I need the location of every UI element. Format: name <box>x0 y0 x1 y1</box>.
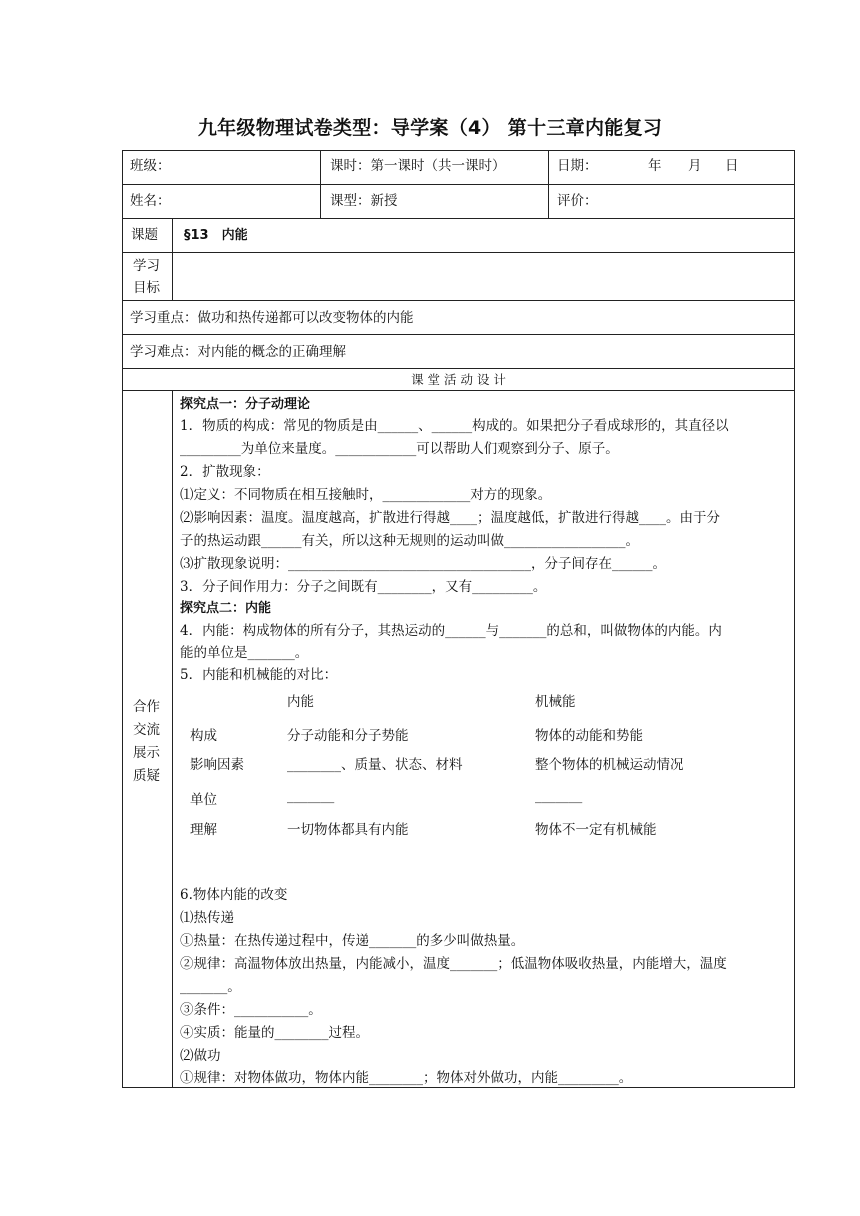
section3-line: ①规律：对物体做功，物体内能________；物体对外做功，内能_________。 <box>180 1070 633 1086</box>
section2-line: 4．内能：构成物体的所有分子，其热运动的______与_______的总和，叫做物体的内能。内 <box>180 623 722 639</box>
evaluation-label: 评价： <box>557 193 598 209</box>
section1-line: 子的热运动跟______有关，所以这种无规则的运动叫做__________________。 <box>180 533 639 549</box>
section3-line: 6.物体内能的改变 <box>180 887 288 903</box>
difficulty: 学习难点：对内能的概念的正确理解 <box>130 344 346 360</box>
comparison-row-mechanical: 物体的动能和势能 <box>535 728 643 744</box>
date-year: 年 <box>648 158 662 174</box>
comparison-row-mechanical: 物体不一定有机械能 <box>535 822 657 838</box>
row-divider <box>122 218 795 219</box>
comparison-row-internal: 分子动能和分子势能 <box>287 728 409 744</box>
date-day: 日 <box>725 158 739 174</box>
row-divider <box>122 368 795 369</box>
comparison-row-internal: _______ <box>287 788 335 804</box>
comparison-row-mechanical: 整个物体的机械运动情况 <box>535 757 684 773</box>
section3-line: ①热量：在热传递过程中，传递_______的多少叫做热量。 <box>180 933 525 949</box>
col-divider <box>548 150 549 218</box>
date-label: 日期： <box>557 158 598 174</box>
section1-line: _________为单位来量度。____________可以帮助人们观察到分子、原子。 <box>180 441 619 457</box>
comparison-row-mechanical: _______ <box>535 788 583 804</box>
section1-line: ⑶扩散现象说明：____________________________________，分子间存在______。 <box>180 556 666 572</box>
goal-label-2: 目标 <box>133 280 160 296</box>
row-divider <box>122 184 795 185</box>
comparison-row-label: 影响因素 <box>190 757 244 773</box>
topic-label: 课题 <box>131 227 158 243</box>
row-divider <box>122 252 795 253</box>
section1-line: ⑴定义：不同物质在相互接触时，_____________对方的现象。 <box>180 487 552 503</box>
side-label-2: 交流 <box>133 722 160 738</box>
section3-line: ⑵做功 <box>180 1048 221 1064</box>
section1-line: 3．分子间作用力：分子之间既有________，又有_________。 <box>180 579 547 595</box>
row-divider <box>122 334 795 335</box>
page-title: 九年级物理试卷类型：导学案（4） 第十三章内能复习 <box>197 117 663 139</box>
col-divider <box>320 150 321 218</box>
side-label-4: 质疑 <box>133 768 160 784</box>
section3-line: ④实质：能量的________过程。 <box>180 1025 369 1041</box>
comparison-row-internal: 一切物体都具有内能 <box>287 822 409 838</box>
section3-line: _______。 <box>180 979 241 995</box>
comparison-row-label: 构成 <box>190 728 217 744</box>
section2-line: 能的单位是_______。 <box>180 645 309 661</box>
class-label: 班级： <box>130 158 171 174</box>
comparison-col-internal: 内能 <box>287 694 314 710</box>
section1-heading: 探究点一：分子动理论 <box>180 397 311 412</box>
comparison-row-internal: ________、质量、状态、材料 <box>287 757 463 773</box>
comparison-row-label: 单位 <box>190 792 217 808</box>
section2-heading: 探究点二：内能 <box>180 601 272 616</box>
topic-value: §13 内能 <box>184 228 248 243</box>
activity-header: 课 堂 活 动 设 计 <box>411 372 506 387</box>
section3-line: ⑴热传递 <box>180 910 234 926</box>
section1-line: ⑵影响因素：温度。温度越高，扩散进行得越____；温度越低，扩散进行得越____。由于分 <box>180 510 720 526</box>
comparison-col-mechanical: 机械能 <box>535 694 576 710</box>
section3-line: ③条件：___________。 <box>180 1002 322 1018</box>
col-divider <box>172 390 173 1088</box>
section1-line: 2．扩散现象： <box>180 464 270 480</box>
side-label-3: 展示 <box>133 745 160 761</box>
period-label: 课时：第一课时（共一课时） <box>330 158 506 174</box>
row-divider <box>122 300 795 301</box>
key-point: 学习重点：做功和热传递都可以改变物体的内能 <box>130 310 414 326</box>
goal-label-1: 学习 <box>133 258 160 274</box>
side-label-1: 合作 <box>133 699 160 715</box>
row-divider <box>122 390 795 391</box>
section3-line: ②规律：高温物体放出热量，内能减小，温度_______；低温物体吸收热量，内能增大，温度 <box>180 956 727 972</box>
lesson-type: 课型：新授 <box>330 193 398 209</box>
name-label: 姓名： <box>130 193 171 209</box>
comparison-row-label: 理解 <box>190 822 217 838</box>
col-divider <box>172 218 173 300</box>
section2-line: 5．内能和机械能的对比： <box>180 667 338 683</box>
date-month: 月 <box>688 158 702 174</box>
section1-line: 1．物质的构成：常见的物质是由______、______构成的。如果把分子看成球形的，其直径以 <box>180 418 729 434</box>
